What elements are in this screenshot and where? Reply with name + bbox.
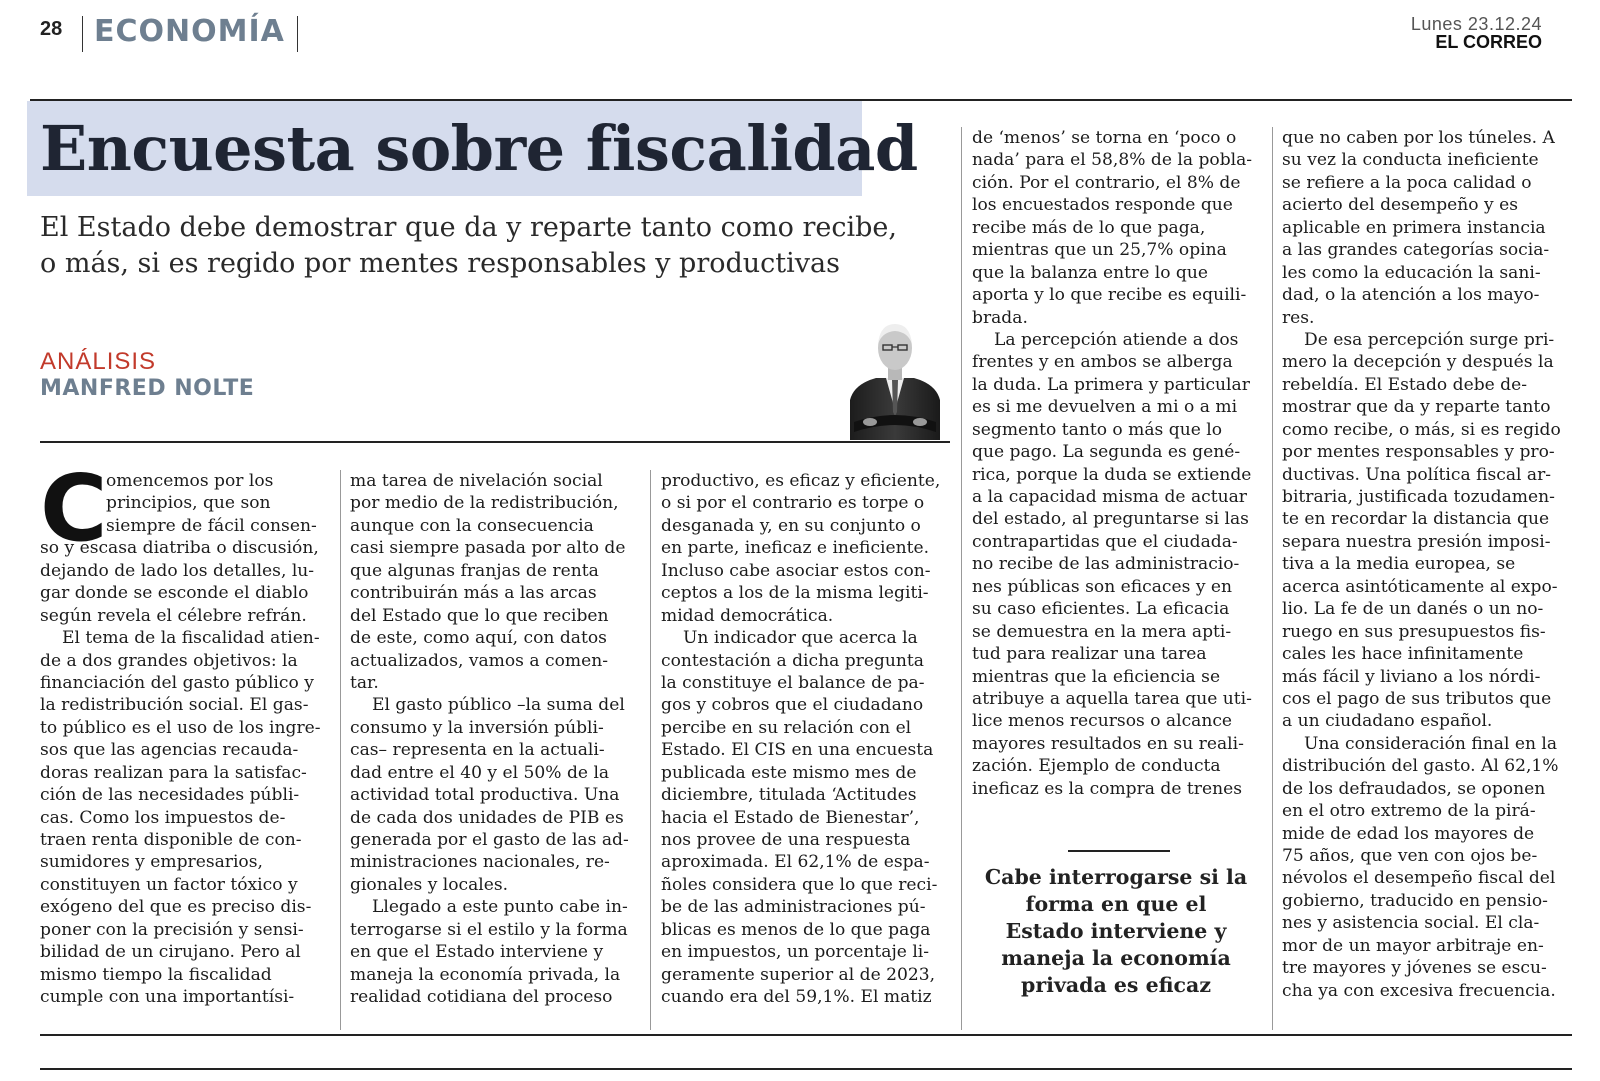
text-line: contestación a dicha pregunta <box>661 650 924 671</box>
text-line: financiación del gasto público y <box>40 672 314 693</box>
text-line: omencemos por los <box>106 471 274 491</box>
text-line: su caso eficientes. La eficacia <box>972 599 1230 620</box>
text-line: como recibe, o más, si es regido <box>1282 419 1561 440</box>
header-separator <box>297 16 298 52</box>
text-line: Una consideración final en la <box>1304 733 1558 754</box>
text-line: sumidores y empresarios, <box>40 852 263 873</box>
text-line: acierto del desempeño y es <box>1282 195 1518 216</box>
text-line: aplicable en primera instancia <box>1282 217 1546 238</box>
text-line: dejando de lado los detalles, lu- <box>40 560 315 581</box>
text-line: ministraciones nacionales, re- <box>350 852 610 873</box>
text-line: a la capacidad misma de actuar <box>972 487 1247 507</box>
text-line: de los defraudados, se oponen <box>1282 778 1546 799</box>
text-line: nada’ para el 58,8% de la pobla- <box>972 150 1253 171</box>
text-line: o si por el contrario es torpe o <box>661 493 925 514</box>
text-line: en el otro extremo de la pirá- <box>1282 801 1536 822</box>
deck-line: o más, si es regido por mentes responsables y productivas <box>40 248 840 279</box>
text-line: nes y asistencia social. El cla- <box>1282 913 1540 934</box>
text-line: tre mayores y jóvenes se escu- <box>1282 958 1547 979</box>
text-line: aproximada. El 62,1% de espa- <box>661 852 930 873</box>
text-line: maneja la economía privada, la <box>350 964 621 985</box>
text-line: dad, o la atención a los mayo- <box>1282 285 1540 306</box>
text-line: desganada y, en su conjunto o <box>661 515 921 536</box>
text-line: cuando era del 59,1%. El matiz <box>661 987 932 1008</box>
text-line: ma tarea de nivelación social <box>350 471 603 491</box>
text-line: se refiere a la poca calidad o <box>1282 172 1532 193</box>
text-line: gar donde se esconde el diablo <box>40 583 309 604</box>
pull-quote-line: Estado interviene y <box>1005 919 1227 943</box>
section-title: ECONOMÍA <box>94 14 285 49</box>
pull-quote-line: forma en que el <box>1025 892 1207 916</box>
column-divider <box>650 470 651 1030</box>
text-line: actividad total productiva. Una <box>350 785 620 806</box>
text-line: diciembre, titulada ‘Actitudes <box>661 785 917 806</box>
text-line: geramente superior al de 2023, <box>661 964 936 985</box>
drop-cap: C <box>40 455 108 562</box>
text-line: principios, que son <box>106 493 271 514</box>
text-line: lio. La fe de un danés o un no- <box>1282 599 1544 620</box>
text-line: exógeno del que es preciso dis- <box>40 897 312 918</box>
column-3 <box>661 470 951 1009</box>
text-line: del Estado que lo que reciben <box>350 605 609 626</box>
text-line: mor de un mayor arbitraje en- <box>1282 935 1544 956</box>
pull-quote-rule <box>1068 850 1170 852</box>
text-line: bitraria, justificada tozudamen- <box>1282 487 1555 507</box>
text-line: ñoles considera que lo que reci- <box>661 874 938 895</box>
column-divider <box>961 127 962 1030</box>
issue-date: Lunes 23.12.24 <box>1410 14 1542 34</box>
text-line: de a dos grandes objetivos: la <box>40 650 298 671</box>
text-line: segmento tanto o más que lo <box>972 419 1223 440</box>
text-line: percibe en su relación con el <box>661 717 912 738</box>
text-line: constituyen un factor tóxico y <box>40 874 298 895</box>
text-line: contribuirán más a las arcas <box>350 583 597 604</box>
text-line: mientras que la eficiencia se <box>972 666 1221 687</box>
text-line: cales les hace infinitamente <box>1282 644 1524 665</box>
text-line: névolos el desempeño fiscal del <box>1282 868 1556 889</box>
text-line: cumple con una importantísi- <box>40 987 295 1008</box>
text-line: la constituye el balance de pa- <box>661 672 925 693</box>
text-line: doras realizan para la satisfac- <box>40 762 307 783</box>
text-line: rica, porque la duda se extiende <box>972 464 1252 485</box>
text-line: generada por el gasto de las ad- <box>350 830 629 850</box>
text-line: ruego en sus presupuestos fis- <box>1282 621 1546 642</box>
column-5 <box>1282 127 1572 1002</box>
text-line: ceptos a los de la misma legiti- <box>661 583 929 604</box>
text-line: te en recordar la distancia que <box>1282 509 1550 530</box>
text-line: ción. Por el contrario, el 8% de <box>972 172 1241 193</box>
text-line: cas. Como los impuestos de- <box>40 807 286 828</box>
text-line: actualizados, vamos a comen- <box>350 650 608 671</box>
text-line: ción de las necesidades públi- <box>40 785 300 806</box>
text-line: tud para realizar una tarea <box>972 644 1207 665</box>
text-line: distribución del gasto. Al 62,1% <box>1282 756 1559 777</box>
text-line: que algunas franjas de renta <box>350 560 599 581</box>
text-line: realidad cotidiana del proceso <box>350 987 613 1008</box>
pull-quote <box>982 864 1250 999</box>
page-number: 28 <box>40 18 63 40</box>
text-line: blicas es menos de lo que paga <box>661 919 931 940</box>
text-line: en parte, ineficaz e ineficiente. <box>661 538 930 559</box>
text-line: aporta y lo que recibe es equili- <box>972 285 1247 306</box>
text-line: ductivas. Una política fiscal ar- <box>1282 464 1552 485</box>
text-line: aunque con la consecuencia <box>350 515 594 536</box>
text-line: gobierno, traducido en pensio- <box>1282 890 1548 911</box>
text-line: que no caben por los túneles. A <box>1282 128 1555 148</box>
text-line: no recibe de las administracio- <box>972 554 1240 575</box>
text-line: publicada este mismo mes de <box>661 762 917 783</box>
article-deck <box>40 210 920 282</box>
author-name: MANFRED NOLTE <box>40 376 255 401</box>
text-line: poner con la precisión y sensi- <box>40 919 304 940</box>
text-line: más fácil y liviano a los nórdi- <box>1282 666 1541 687</box>
deck-line: El Estado debe demostrar que da y reparte tanto como recibe, <box>40 212 897 243</box>
text-line: separa nuestra presión imposi- <box>1282 531 1551 552</box>
text-line: res. <box>1282 307 1315 328</box>
text-line: en que el Estado interviene y <box>350 942 604 963</box>
text-line: Llegado a este punto cabe in- <box>372 897 628 918</box>
text-line: be de las administraciones pú- <box>661 897 926 918</box>
text-line: su vez la conducta ineficiente <box>1282 150 1539 171</box>
text-line: de este, como aquí, con datos <box>350 628 607 649</box>
article-label: ANÁLISIS <box>40 348 157 375</box>
text-line: El tema de la fiscalidad atien- <box>62 628 320 649</box>
text-line: nes públicas son eficaces y en <box>972 576 1233 597</box>
text-line: terrogarse si el estilo y la forma <box>350 919 628 940</box>
text-line: El gasto público –la suma del <box>372 695 625 716</box>
text-line: 75 años, que ven con ojos be- <box>1282 846 1538 866</box>
text-line: tar. <box>350 672 379 693</box>
text-line: traen renta disponible de con- <box>40 830 302 850</box>
text-line: gos y cobros que el ciudadano <box>661 695 924 716</box>
text-line: de ‘menos’ se torna en ‘poco o <box>972 128 1237 148</box>
text-line: a un ciudadano español. <box>1282 711 1493 732</box>
text-line: midad democrática. <box>661 605 834 626</box>
text-line: lice menos recursos o alcance <box>972 711 1233 732</box>
bottom-rule <box>40 1068 1572 1070</box>
text-line: la duda. La primera y particular <box>972 374 1250 395</box>
header-separator <box>82 16 83 52</box>
text-line: siempre de fácil consen- <box>106 515 317 536</box>
text-line: Incluso cabe asociar estos con- <box>661 560 931 581</box>
author-photo <box>850 318 940 440</box>
text-line: los encuestados responde que <box>972 195 1233 216</box>
text-line: mero la decepción y después la <box>1282 352 1554 373</box>
column-2 <box>350 470 635 1009</box>
text-line: es si me devuelven a mi o a mi <box>972 397 1238 418</box>
text-line: mismo tiempo la fiscalidad <box>40 964 272 985</box>
text-line: gionales y locales. <box>350 874 509 895</box>
text-line: De esa percepción surge pri- <box>1304 329 1555 350</box>
text-line: en impuestos, un porcentaje li- <box>661 942 930 963</box>
text-line: frentes y en ambos se alberga <box>972 352 1233 373</box>
text-line: cha ya con excesiva frecuencia. <box>1282 980 1556 1001</box>
text-line: acerca asintóticamente al expo- <box>1282 576 1558 597</box>
column-divider <box>1272 127 1273 1030</box>
text-line: ineficaz es la compra de trenes <box>972 778 1242 799</box>
text-line: la redistribución social. El gas- <box>40 695 309 716</box>
text-line: mientras que un 25,7% opina <box>972 240 1227 261</box>
newspaper-name: EL CORREO <box>1435 32 1542 52</box>
byline-rule <box>40 441 950 443</box>
bottom-rule <box>40 1034 1572 1036</box>
text-line: Un indicador que acerca la <box>683 628 918 649</box>
text-line: casi siempre pasada por alto de <box>350 538 626 559</box>
text-line: to público es el uso de los ingre- <box>40 717 321 738</box>
text-line: les como la educación la sani- <box>1282 262 1541 283</box>
text-line: por medio de la redistribución, <box>350 493 619 514</box>
pull-quote-line: maneja la economía <box>1001 946 1231 970</box>
column-4 <box>972 127 1262 800</box>
pull-quote-line: Cabe interrogarse si la <box>984 865 1248 889</box>
text-line: del estado, al preguntarse si las <box>972 509 1249 530</box>
text-line: Estado. El CIS en una encuesta <box>661 740 934 761</box>
text-line: mayores resultados en su reali- <box>972 733 1244 754</box>
text-line: La percepción atiende a dos <box>994 329 1239 350</box>
text-line: de cada dos unidades de PIB es <box>350 807 624 828</box>
text-line: dad entre el 40 y el 50% de la <box>350 762 610 783</box>
text-line: se demuestra en la mera apti- <box>972 621 1232 642</box>
text-line: rebeldía. El Estado debe de- <box>1282 374 1528 395</box>
text-line: según revela el célebre refrán. <box>40 605 307 626</box>
text-line: zación. Ejemplo de conducta <box>972 756 1221 777</box>
text-line: mostrar que da y reparte tanto <box>1282 397 1551 418</box>
text-line: tiva a la media europea, se <box>1282 554 1516 575</box>
text-line: bilidad de un cirujano. Pero al <box>40 942 301 963</box>
text-line: cos el pago de sus tributos que <box>1282 688 1552 709</box>
text-line: sos que las agencias recauda- <box>40 740 299 761</box>
column-1 <box>40 470 330 1009</box>
text-line: so y escasa diatriba o discusión, <box>40 538 319 559</box>
text-line: por mentes responsables y pro- <box>1282 442 1555 463</box>
text-line: atribuye a aquella tarea que uti- <box>972 688 1252 709</box>
pull-quote-line: privada es eficaz <box>1021 973 1211 997</box>
text-line: a las grandes categorías socia- <box>1282 240 1550 261</box>
column-divider <box>340 470 341 1030</box>
text-line: cas– representa en la actuali- <box>350 740 605 761</box>
text-line: recibe más de lo que paga, <box>972 217 1206 238</box>
text-line: que la balanza entre lo que <box>972 262 1208 283</box>
text-line: contrapartidas que el ciudada- <box>972 531 1238 552</box>
text-line: que pago. La segunda es gené- <box>972 442 1241 463</box>
text-line: productivo, es eficaz y eficiente, <box>661 471 941 491</box>
text-line: brada. <box>972 307 1028 328</box>
text-line: mide de edad los mayores de <box>1282 823 1535 844</box>
article-title: Encuesta sobre fiscalidad <box>40 112 918 185</box>
text-line: hacia el Estado de Bienestar’, <box>661 807 920 828</box>
text-line: nos provee de una respuesta <box>661 830 911 850</box>
text-line: consumo y la inversión públi- <box>350 717 604 738</box>
